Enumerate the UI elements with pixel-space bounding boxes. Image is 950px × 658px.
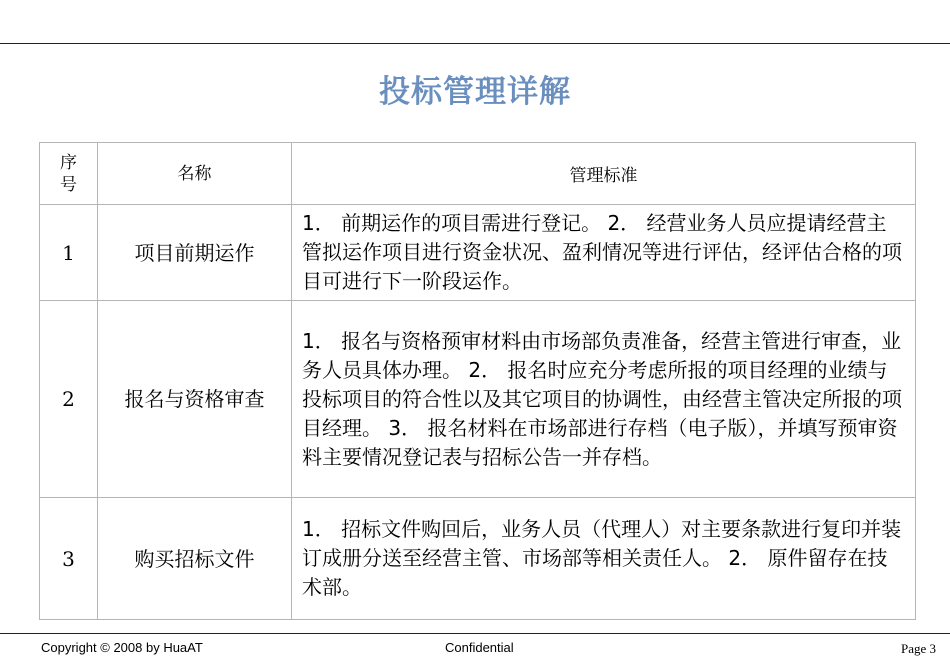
row-name: 项目前期运作 [98, 205, 292, 301]
footer-page-number: Page 3 [900, 641, 936, 656]
footer-rule [0, 633, 950, 634]
row-no: 2 [40, 301, 98, 498]
row-name: 报名与资格审查 [98, 301, 292, 498]
header-no: 序 号 [40, 143, 98, 205]
header-standard: 管理标准 [292, 143, 916, 205]
row-no: 3 [40, 498, 98, 620]
table-header-row [40, 143, 916, 205]
row-no: 1 [40, 205, 98, 301]
footer-copyright: Copyright © 2008 by HuaAT [41, 640, 203, 655]
footer-confidential: Confidential [445, 640, 514, 655]
row-standard: 1． 招标文件购回后，业务人员（代理人）对主要条款进行复印并装订成册分送至经营主管、市场部等相关责任人。 2． 原件留存在技术部。 [292, 498, 916, 620]
row-standard: 1． 前期运作的项目需进行登记。 2． 经营业务人员应提请经营主管拟运作项目进行资金状况、盈利情况等进行评估，经评估合格的项目可进行下一阶段运作。 [292, 205, 916, 301]
page-title: 投标管理详解 [379, 74, 571, 110]
management-standard-table [39, 142, 916, 620]
row-standard: 1． 报名与资格预审材料由市场部负责准备，经营主管进行审查，业务人员具体办理。 2． 报名时应充分考虑所报的项目经理的业绩与投标项目的符合性以及其它项目的协调性，由经营主管决定所报的项目经理。 3． 报名材料在市场部进行存档（电子版），并填写预审资料主要情况登记表与招标公告一并存档。 [292, 301, 916, 498]
top-rule [0, 43, 950, 44]
row-name: 购买招标文件 [98, 498, 292, 620]
table-row [40, 205, 916, 301]
table-row [40, 301, 916, 498]
table-row [40, 498, 916, 620]
header-name: 名称 [98, 143, 292, 205]
